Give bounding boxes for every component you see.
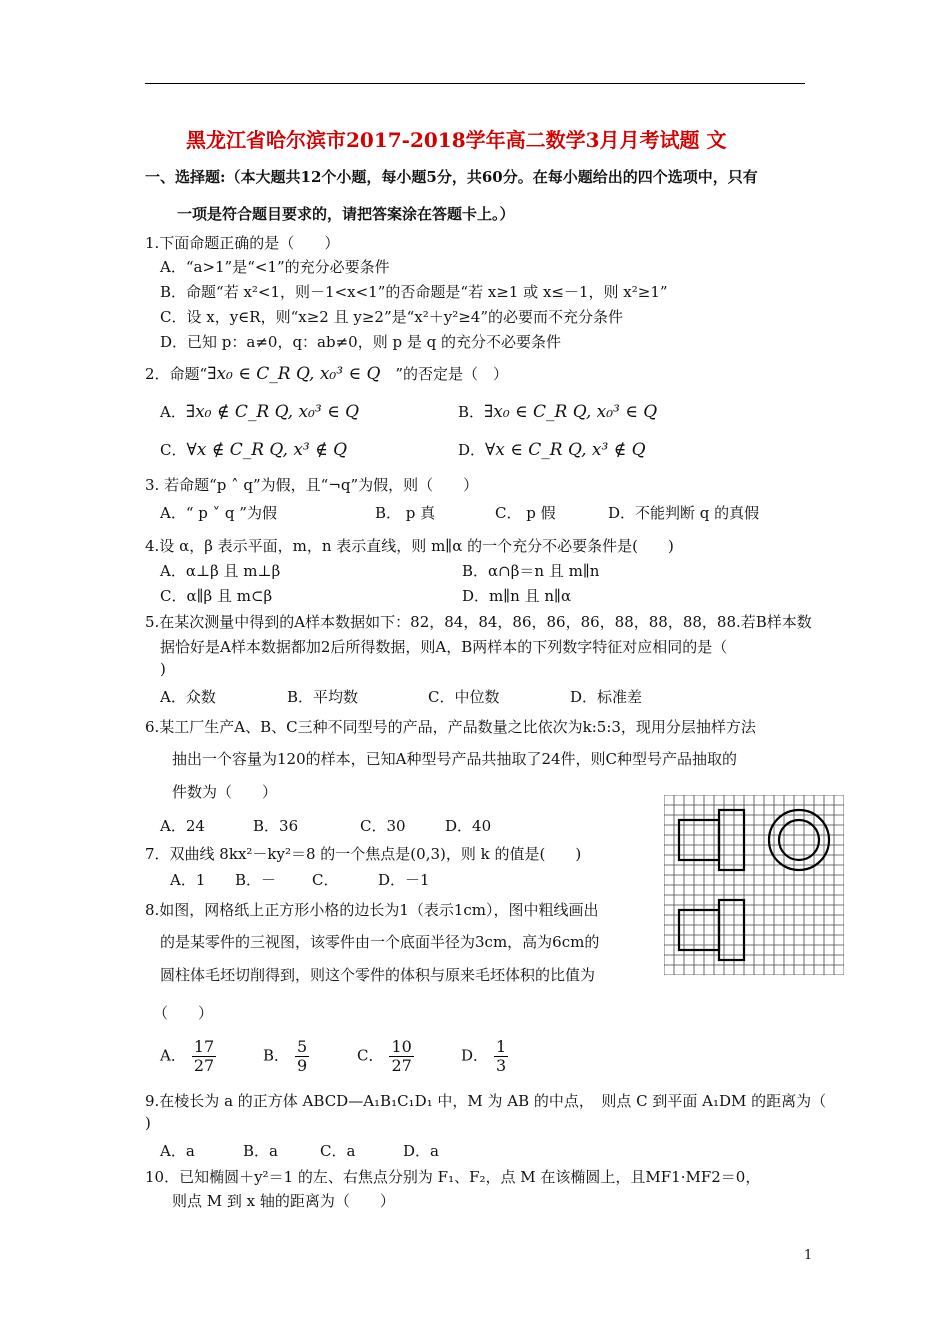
q2-option-c-formula: ∀x ∉ C_R Q, x³ ∉ Q bbox=[186, 440, 348, 460]
q7-option-d: D．－1 bbox=[378, 871, 430, 889]
q1-option-d: D．已知 p：a≠0，q：ab≠0，则 p 是 q 的充分不必要条件 bbox=[160, 333, 561, 351]
three-view-grid-figure bbox=[664, 795, 844, 975]
q8-option-c-label: C． bbox=[357, 1046, 384, 1065]
q5-option-c: C．中位数 bbox=[428, 688, 500, 706]
page-number: 1 bbox=[804, 1248, 813, 1263]
q8-option-b-label: B． bbox=[263, 1046, 290, 1065]
q3-stem: 3. 若命题“p ˄ q”为假，且“¬q”为假，则（ ） bbox=[145, 476, 479, 494]
q6-line1: 6.某工厂生产A、B、C三种不同型号的产品，产品数量之比依次为k:5:3，现用分层抽样方法 bbox=[145, 718, 756, 736]
top-view-small-rect bbox=[679, 910, 719, 950]
q8-line1: 8.如图，网格纸上正方形小格的边长为1（表示1cm），图中粗线画出 bbox=[145, 901, 599, 919]
q4-stem: 4.设 α，β 表示平面，m，n 表示直线，则 m∥α 的一个充分不必要条件是( ) bbox=[145, 537, 674, 555]
q8-option-b bbox=[263, 1038, 309, 1075]
q8-option-a bbox=[160, 1038, 216, 1075]
q7-option-b: B．－ bbox=[235, 871, 277, 889]
side-view-inner-circle bbox=[779, 820, 819, 860]
q5-option-b: B．平均数 bbox=[287, 688, 359, 706]
q7-stem: 7．双曲线 8kx²－ky²＝8 的一个焦点是(0,3)，则 k 的值是( ) bbox=[145, 845, 582, 863]
q6-option-c: C．30 bbox=[360, 817, 406, 835]
q8-line3: 圆柱体毛坯切削得到，则这个零件的体积与原来毛坯体积的比值为 bbox=[160, 966, 596, 984]
q2-option-b bbox=[458, 401, 657, 422]
front-view-small-rect bbox=[679, 820, 719, 860]
q8-option-d-label: D． bbox=[461, 1046, 489, 1065]
q8-option-b-fraction bbox=[295, 1038, 309, 1075]
q1-option-b: B．命题“若 x²<1，则－1<x<1”的否命题是“若 x≥1 或 x≤－1，则 x²≥1” bbox=[160, 283, 668, 301]
fraction-denominator: 27 bbox=[193, 1056, 215, 1075]
q8-option-c-fraction bbox=[389, 1038, 413, 1075]
q2-stem-pre: 2．命题“ bbox=[145, 365, 208, 383]
fraction-denominator: 27 bbox=[391, 1056, 412, 1075]
q2-option-a-formula: ∃x₀ ∉ C_R Q, x₀³ ∈ Q bbox=[185, 402, 360, 422]
q3-option-d: D．不能判断 q 的真假 bbox=[608, 504, 760, 522]
q2-stem bbox=[145, 363, 508, 384]
q5-option-d: D．标准差 bbox=[570, 688, 643, 706]
top-view-large-rect bbox=[719, 900, 744, 960]
q2-option-b-formula: ∃x₀ ∈ C_R Q, x₀³ ∈ Q bbox=[484, 402, 658, 422]
q9-option-d: D．a bbox=[403, 1142, 439, 1160]
q5-line1: 5.在某次测量中得到的A样本数据如下：82，84，84，86，86，86，88，88，88，88.若B样本数 bbox=[145, 613, 812, 631]
q8-option-d bbox=[461, 1038, 508, 1075]
q8-line2: 的是某零件的三视图，该零件由一个底面半径为3cm，高为6cm的 bbox=[160, 933, 600, 951]
q8-option-a-label: A． bbox=[160, 1046, 186, 1065]
q2-option-c-label: C． bbox=[160, 441, 187, 459]
section-heading-line1: 一、选择题:（本大题共12个小题，每小题5分，共60分。在每小题给出的四个选项中，只有 bbox=[145, 168, 758, 186]
q8-option-a-fraction bbox=[192, 1038, 216, 1075]
q2-option-c bbox=[160, 439, 347, 460]
q7-option-c: C． bbox=[312, 871, 339, 889]
q9-line2: ) bbox=[145, 1114, 151, 1132]
q8-option-c bbox=[357, 1038, 414, 1075]
q9-option-c: C．a bbox=[320, 1142, 356, 1160]
q9-option-a: A．a bbox=[160, 1142, 195, 1160]
page-title: 黑龙江省哈尔滨市2017-2018学年高二数学3月月考试题 文 bbox=[186, 128, 727, 152]
q10-line2: 则点 M 到 x 轴的距离为（ ） bbox=[172, 1192, 395, 1210]
q1-stem: 1.下面命题正确的是（ ） bbox=[145, 234, 340, 252]
q9-line1: 9.在棱长为 a 的正方体 ABCD—A₁B₁C₁D₁ 中，M 为 AB 的中点， 则点 C 到平面 A₁DM 的距离为（ bbox=[145, 1092, 827, 1110]
q5-option-a: A．众数 bbox=[160, 688, 216, 706]
q9-option-b: B．a bbox=[243, 1142, 278, 1160]
fraction-denominator: 9 bbox=[297, 1056, 308, 1075]
fraction-numerator: 5 bbox=[297, 1037, 308, 1056]
q2-option-d-formula: ∀x ∈ C_R Q, x³ ∉ Q bbox=[485, 440, 646, 460]
section-heading-line2: 一项是符合题目要求的，请把答案涂在答题卡上。） bbox=[177, 205, 515, 223]
q10-line1: 10．已知椭圆＋y²＝1 的左、右焦点分别为 F₁、F₂，点 M 在该椭圆上，且MF1·MF2＝0， bbox=[145, 1168, 761, 1186]
q8-option-d-fraction bbox=[494, 1038, 508, 1075]
fraction-numerator: 1 bbox=[496, 1037, 507, 1056]
q6-option-d: D．40 bbox=[445, 817, 492, 835]
q4-option-d: D．m∥n 且 n∥α bbox=[462, 587, 572, 605]
q1-option-c: C．设 x，y∈R，则“x≥2 且 y≥2”是“x²＋y²≥4”的必要而不充分条件 bbox=[160, 308, 624, 326]
q2-option-a-label: A． bbox=[160, 403, 186, 421]
q2-option-d bbox=[458, 439, 646, 460]
q4-option-c: C．α∥β 且 m⊂β bbox=[160, 587, 273, 605]
fraction-numerator: 10 bbox=[391, 1037, 412, 1056]
q5-line3: ) bbox=[160, 660, 166, 678]
q5-line2: 据恰好是A样本数据都加2后所得数据，则A，B两样本的下列数字特征对应相同的是（ bbox=[160, 638, 728, 656]
q2-stem-post: ”的否定是（ ） bbox=[380, 365, 509, 383]
q3-option-b: B． p 真 bbox=[375, 504, 436, 522]
q2-option-a bbox=[160, 401, 359, 422]
q4-option-a: A．α⊥β 且 m⊥β bbox=[160, 562, 281, 580]
q2-option-b-label: B． bbox=[458, 403, 485, 421]
q7-option-a: A．1 bbox=[170, 871, 206, 889]
front-view-large-rect bbox=[719, 810, 744, 870]
q6-line3: 件数为（ ） bbox=[172, 783, 278, 801]
q6-line2: 抽出一个容量为120的样本，已知A种型号产品共抽取了24件，则C种型号产品抽取的 bbox=[172, 750, 738, 768]
q3-option-c: C． p 假 bbox=[495, 504, 556, 522]
q3-option-a: A．“ p ˅ q ”为假 bbox=[160, 504, 277, 522]
top-rule bbox=[145, 83, 805, 84]
fraction-denominator: 3 bbox=[496, 1056, 507, 1075]
q2-stem-formula: ∃x₀ ∈ C_R Q, x₀³ ∈ Q bbox=[207, 364, 381, 384]
q1-option-a: A．“a>1”是“<1”的充分必要条件 bbox=[160, 258, 390, 276]
q4-option-b: B．α∩β＝n 且 m∥n bbox=[462, 562, 600, 580]
q2-option-d-label: D． bbox=[458, 441, 486, 459]
q8-line4: （ ） bbox=[153, 1004, 214, 1022]
q6-option-b: B．36 bbox=[253, 817, 299, 835]
fraction-numerator: 17 bbox=[193, 1037, 215, 1056]
q6-option-a: A．24 bbox=[160, 817, 205, 835]
